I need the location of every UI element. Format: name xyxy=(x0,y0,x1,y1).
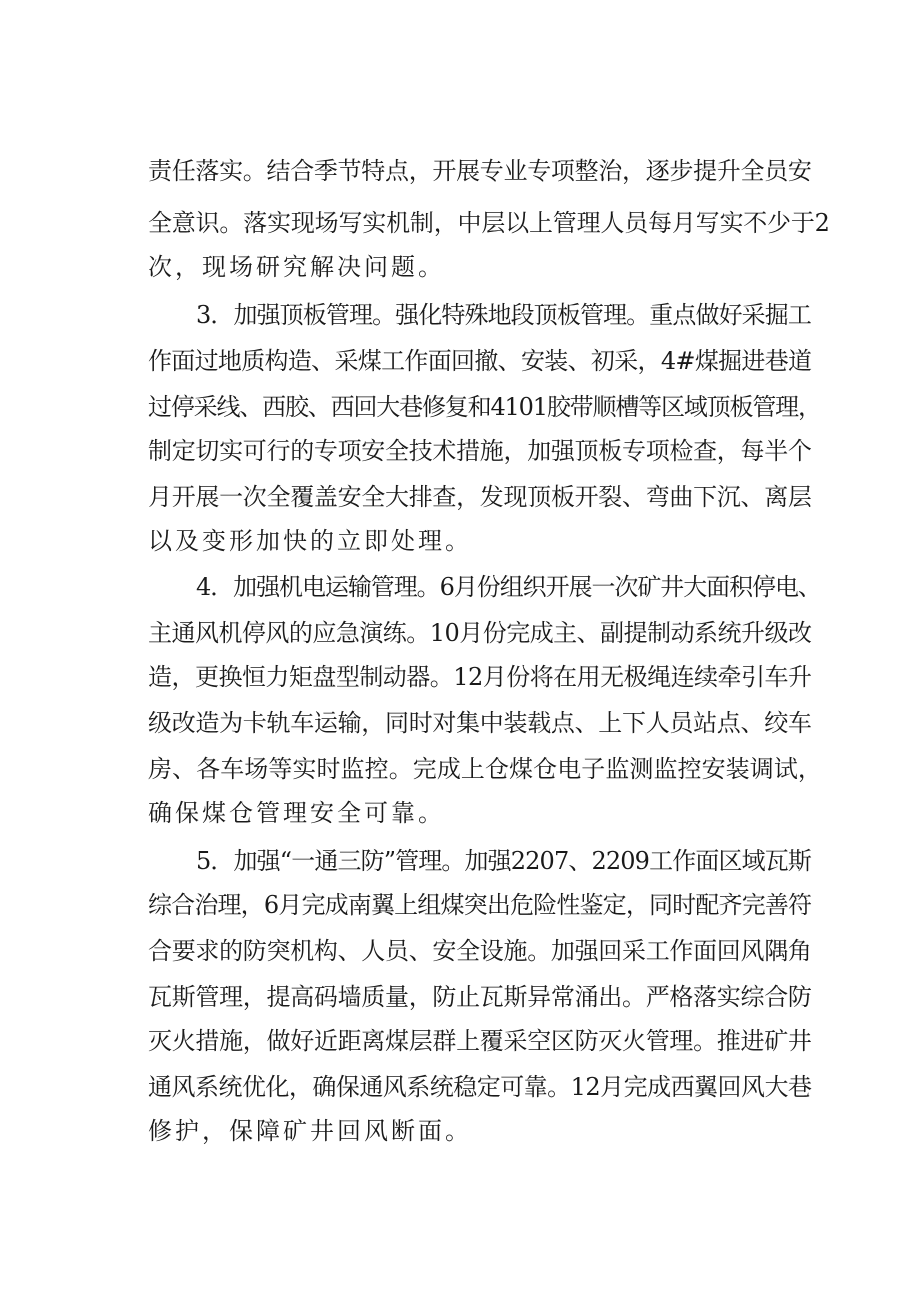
body-text-line: 月开展一次全覆盖安全大排查，发现顶板开裂、弯曲下沉、离层 xyxy=(148,483,812,511)
body-text-line: 以及变形加快的立即处理。 xyxy=(148,527,472,555)
body-text-line: 通风系统优化，确保通风系统稳定可靠。12月完成西翼回风大巷 xyxy=(148,1073,812,1101)
body-text-line: 合要求的防突机构、人员、安全设施。加强回采工作面回风隅角 xyxy=(148,937,812,965)
body-text-line: 确保煤仓管理安全可靠。 xyxy=(148,799,445,827)
body-text-line: 制定切实可行的专项安全技术措施，加强顶板专项检查，每半个 xyxy=(148,437,812,465)
body-text-line: 综合治理，6月完成南翼上组煤突出危险性鉴定，同时配齐完善符 xyxy=(148,891,812,919)
body-text-line: 全意识。落实现场写实机制，中层以上管理人员每月写实不少于2 xyxy=(148,209,830,237)
body-text-line: 造，更换恒力矩盘型制动器。12月份将在用无极绳连续牵引车升 xyxy=(148,663,812,691)
body-text-line: 瓦斯管理，提高码墙质量，防止瓦斯异常涌出。严格落实综合防 xyxy=(148,983,812,1011)
body-text-line: 房、各车场等实时监控。完成上仓煤仓电子监测监控安装调试， xyxy=(148,755,822,783)
body-text-line: 3．加强顶板管理。强化特殊地段顶板管理。重点做好采掘工 xyxy=(196,301,811,329)
body-text-line: 主通风机停风的应急演练。10月份完成主、副提制动系统升级改 xyxy=(148,619,812,647)
body-text-line: 4．加强机电运输管理。6月份组织开展一次矿井大面积停电、 xyxy=(196,573,821,601)
body-text-line: 作面过地质构造、采煤工作面回撤、安装、初采，4#煤掘进巷道 xyxy=(148,347,812,375)
body-text-line: 次，现场研究解决问题。 xyxy=(148,253,445,281)
body-text-line: 过停采线、西胶、西回大巷修复和4101胶带顺槽等区域顶板管理， xyxy=(148,393,821,421)
body-text-line: 级改造为卡轨车运输，同时对集中装载点、上下人员站点、绞车 xyxy=(148,709,812,737)
body-text-line: 灭火措施，做好近距离煤层群上覆采空区防灭火管理。推进矿井 xyxy=(148,1027,812,1055)
body-text-line: 5．加强“一通三防”管理。加强2207、2209工作面区域瓦斯 xyxy=(196,847,811,875)
body-text-line: 责任落实。结合季节特点，开展专业专项整治，逐步提升全员安 xyxy=(148,157,812,185)
body-text-line: 修护，保障矿井回风断面。 xyxy=(148,1117,472,1145)
